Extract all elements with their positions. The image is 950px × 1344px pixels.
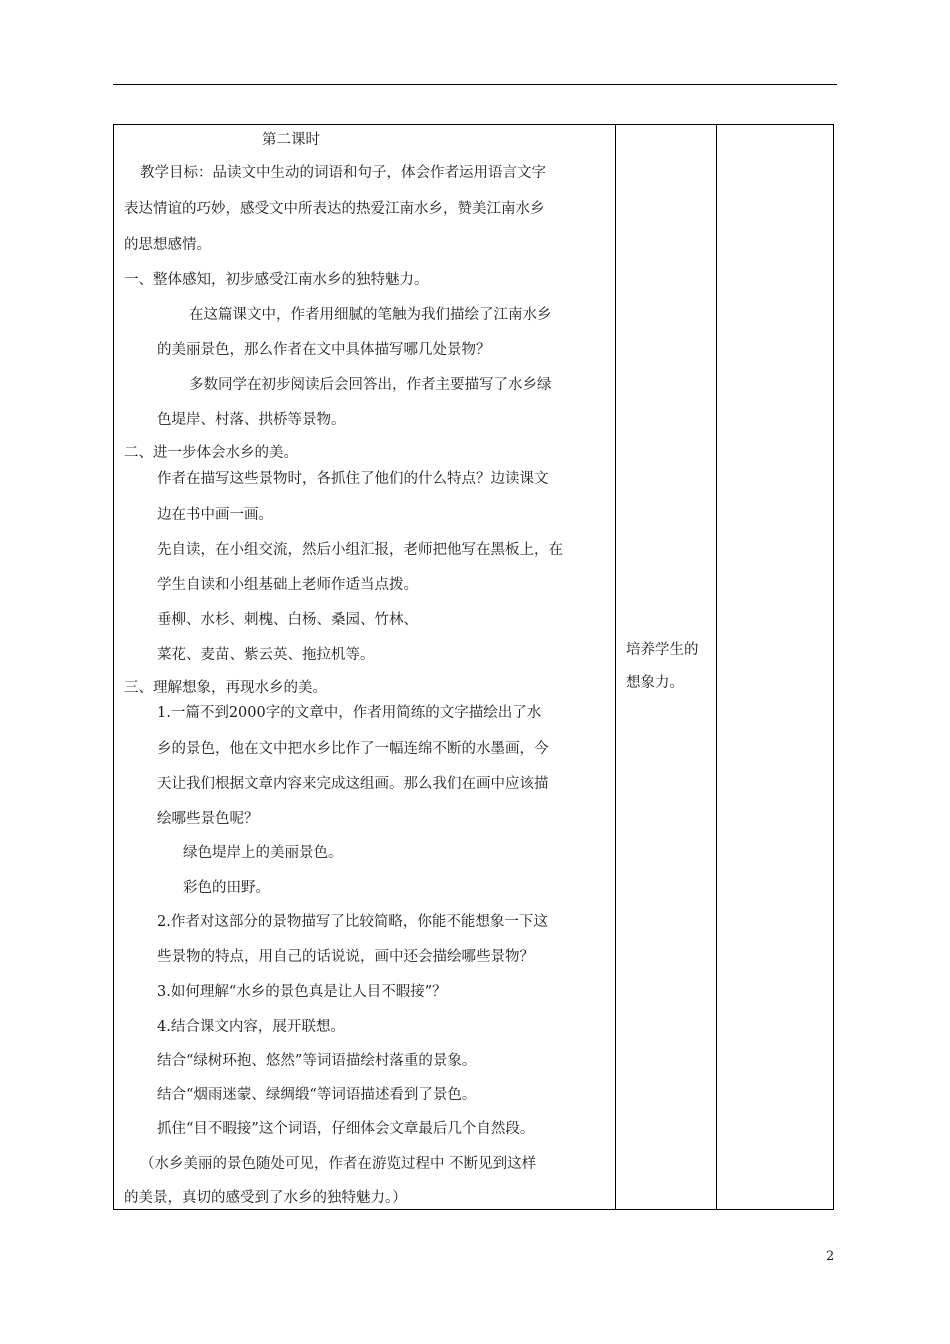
s3-q1-4: 绘哪些景色呢？ (157, 811, 259, 827)
s3-q1-3: 天让我们根据文章内容来完成这组画。那么我们在画中应该描 (157, 776, 549, 792)
design-intent-note: 培养学生的想象力。 (626, 642, 699, 691)
s1-p1-1: 在这篇课文中，作者用细腻的笔触为我们描绘了江南水乡 (189, 307, 552, 323)
section-2-heading: 二、进一步体会水乡的美。 (124, 445, 298, 461)
s1-p2-2: 色堤岸、村落、拱桥等景物。 (157, 412, 346, 428)
s2-p2-1: 先自读，在小组交流，然后小组汇报，老师把他写在黑板上，在 (157, 542, 563, 558)
s3-q4-a: 结合“绿树环抱、悠然”等词语描绘村落重的景象。 (157, 1053, 477, 1069)
s2-p1-2: 边在书中画一画。 (157, 507, 273, 523)
summary-2: 的美景，真切的感受到了水乡的独特魅力。） (124, 1190, 407, 1206)
s3-q4-b: 结合“烟雨迷蒙、绿绸缎“等词语描述看到了景色。 (157, 1087, 477, 1103)
s3-a1: 绿色堤岸上的美丽景色。 (183, 845, 343, 861)
s1-p1-2: 的美丽景色，那么作者在文中具体描写哪几处景物？ (157, 342, 491, 358)
s2-p3-1: 垂柳、水杉、刺槐、白杨、桑园、竹林、 (157, 612, 418, 628)
s3-q2-1: 2.作者对这部分的景物描写了比较简略，你能不能想象一下这 (157, 914, 548, 930)
s3-a2: 彩色的田野。 (183, 880, 270, 896)
teaching-process-content (114, 125, 615, 1209)
remarks-cell (717, 125, 834, 1210)
s2-p2-2: 学生自读和小组基础上老师作适当点拨。 (157, 577, 418, 593)
lesson-plan-table (113, 124, 834, 1210)
s3-q4: 4.结合课文内容，展开联想。 (157, 1019, 345, 1035)
s1-p2-1: 多数同学在初步阅读后会回答出，作者主要描写了水乡绿 (189, 377, 552, 393)
s2-p3-2: 菜花、麦苗、紫云英、拖拉机等。 (157, 647, 375, 663)
s3-q1-2: 乡的景色，他在文中把水乡比作了一幅连绵不断的水墨画，今 (157, 741, 549, 757)
period-heading: 第二课时 (262, 132, 320, 148)
section-3-heading: 三、理解想象，再现水乡的美。 (124, 680, 327, 696)
s3-q3: 3.如何理解“水乡的景色真是让人目不暇接”？ (157, 984, 447, 1000)
s3-q1-1: 1.一篇不到2000字的文章中，作者用简练的文字描绘出了水 (157, 705, 542, 721)
s2-p1-1: 作者在描写这些景物时，各抓住了他们的什么特点？边读课文 (157, 471, 549, 487)
objective-2: 表达情谊的巧妙，感受文中所表达的热爱江南水乡，赞美江南水乡 (124, 201, 545, 217)
page-number: 2 (826, 1249, 835, 1264)
objective-1: 教学目标：品读文中生动的词语和句子，体会作者运用语言文字 (140, 165, 546, 181)
design-intent-cell (616, 125, 717, 1210)
summary-1: （水乡美丽的景色随处可见，作者在游览过程中 不断见到这样 (140, 1156, 537, 1172)
section-1-heading: 一、整体感知，初步感受江南水乡的独特魅力。 (124, 272, 429, 288)
teaching-process-cell (114, 125, 616, 1210)
s3-q4-c: 抓住“目不暇接”这个词语，仔细体会文章最后几个自然段。 (157, 1121, 535, 1137)
s3-q2-2: 些景物的特点，用自己的话说说，画中还会描绘哪些景物？ (157, 949, 534, 965)
header-rule (113, 84, 837, 85)
objective-3: 的思想感情。 (124, 237, 211, 253)
